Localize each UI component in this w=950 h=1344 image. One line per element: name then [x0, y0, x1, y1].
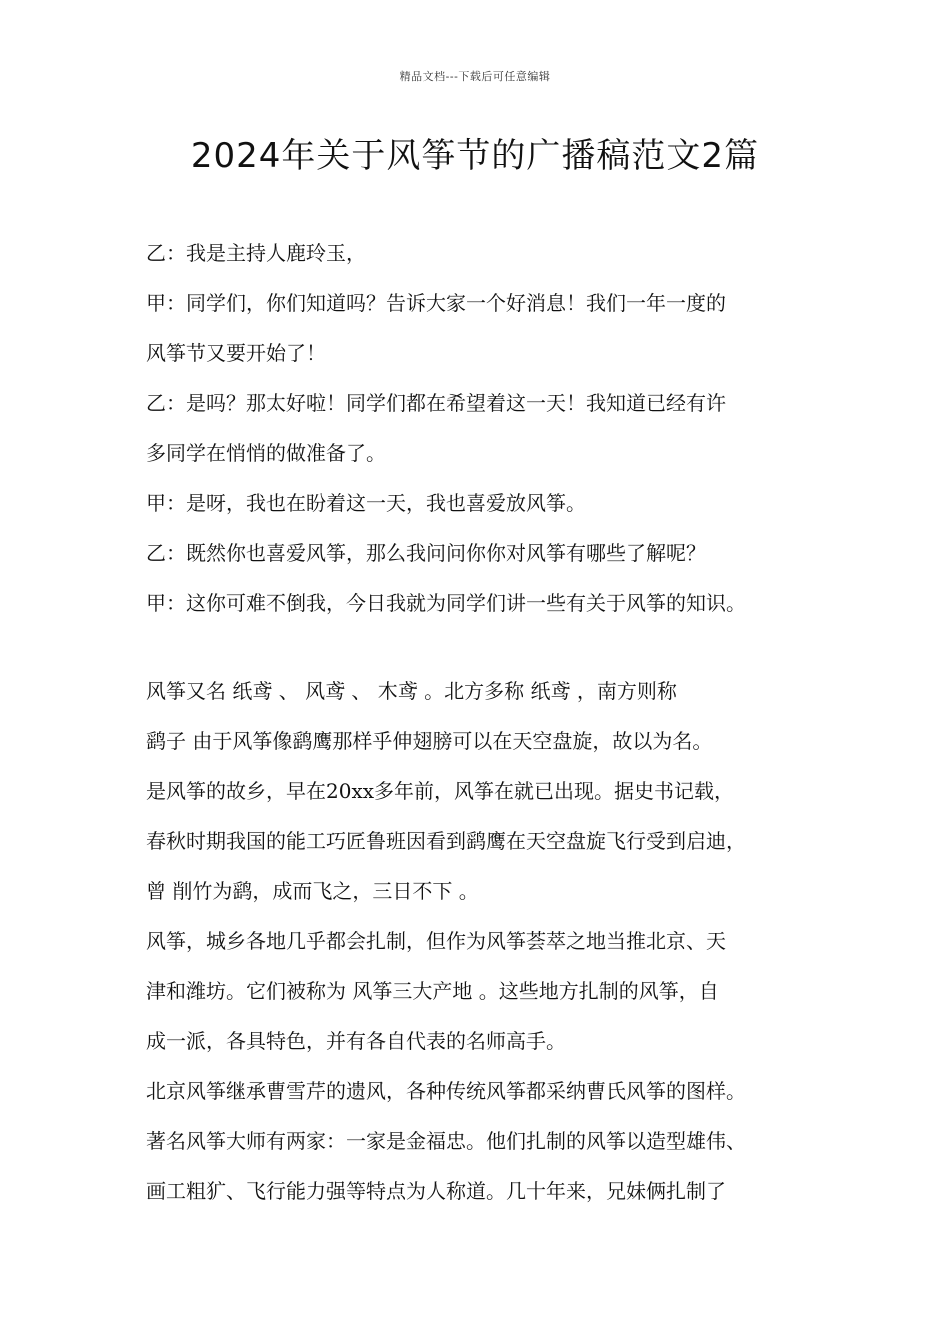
text-line-9: 风筝又名 纸鸢 、 风鸢 、 木鸢 。北方多称 纸鸢 ，南方则称 — [146, 679, 677, 703]
text-line-10: 鹞子 由于风筝像鹞鹰那样乎伸翅膀可以在天空盘旋，故以为名。 — [146, 729, 713, 753]
text-line-16: 成一派，各具特色，并有各自代表的名师高手。 — [146, 1029, 566, 1053]
text-line-17: 北京风筝继承曹雪芹的遗风，各种传统风筝都采纳曹氏风筝的图样。 — [146, 1079, 746, 1103]
text-line-1: 乙：我是主持人鹿玲玉， — [146, 241, 366, 265]
text-line-4: 乙：是吗？那太好啦！同学们都在希望着这一天！我知道已经有许 — [146, 391, 726, 415]
body-text — [146, 228, 826, 1216]
header-note: 精品文档---下载后可任意编辑 — [399, 70, 551, 83]
text-line-15: 津和潍坊。它们被称为 风筝三大产地 。这些地方扎制的风筝，自 — [146, 979, 719, 1003]
document-title: 2024年关于风筝节的广播稿范文2篇 — [190, 136, 760, 176]
text-line-6: 甲：是呀，我也在盼着这一天，我也喜爱放风筝。 — [146, 491, 586, 515]
text-line-18: 著名风筝大师有两家：一家是金福忠。他们扎制的风筝以造型雄伟、 — [146, 1129, 746, 1153]
text-line-8: 甲：这你可难不倒我，今日我就为同学们讲一些有关于风筝的知识。 — [146, 591, 746, 615]
text-line-7: 乙：既然你也喜爱风筝，那么我问问你你对风筝有哪些了解呢？ — [146, 541, 706, 565]
text-line-5: 多同学在悄悄的做准备了。 — [146, 441, 386, 465]
text-line-11: 是风筝的故乡，早在20xx多年前，风筝在就已出现。据史书记载， — [146, 779, 735, 803]
text-line-2: 甲：同学们，你们知道吗？告诉大家一个好消息！我们一年一度的 — [146, 291, 726, 315]
text-line-3: 风筝节又要开始了！ — [146, 341, 326, 365]
text-line-19: 画工粗犷、飞行能力强等特点为人称道。几十年来，兄妹俩扎制了 — [146, 1179, 726, 1203]
blank-line — [146, 628, 826, 666]
text-line-13: 曾 削竹为鹞，成而飞之，三日不下 。 — [146, 879, 479, 903]
text-line-12: 春秋时期我国的能工巧匠鲁班因看到鹞鹰在天空盘旋飞行受到启迪， — [146, 829, 746, 853]
text-line-14: 风筝，城乡各地几乎都会扎制，但作为风筝荟萃之地当推北京、天 — [146, 929, 726, 953]
